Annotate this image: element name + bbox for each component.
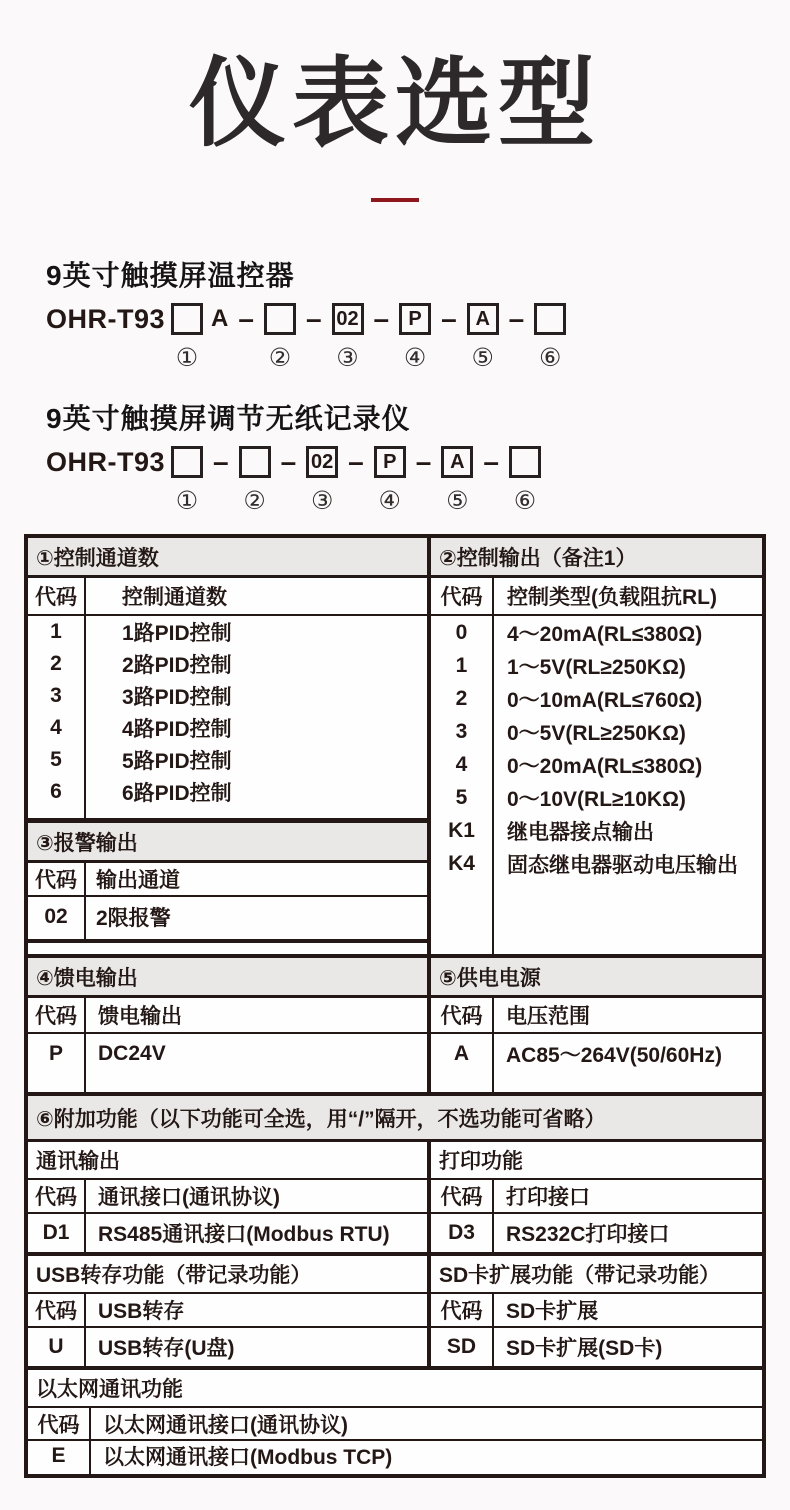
section-ethernet	[28, 1370, 762, 1474]
dash-separator: –	[415, 446, 432, 478]
model-code-line	[46, 445, 790, 516]
section-comm-output	[28, 1142, 427, 1252]
spacer-row	[28, 937, 427, 939]
band-power	[28, 958, 762, 1096]
column-header-row: 代码 控制通道数	[28, 578, 427, 616]
model-segment	[171, 302, 228, 373]
table-row: P DC24V	[28, 1034, 427, 1074]
column-header-row: 代码 电压范围	[431, 998, 762, 1034]
segment-index: ⑤	[446, 487, 469, 516]
dash-separator: –	[213, 446, 229, 478]
table-row: D3 RS232C打印接口	[431, 1214, 762, 1252]
column-header-row: 代码 馈电输出	[28, 998, 427, 1034]
code-box: 02	[332, 303, 364, 335]
model-code-area	[46, 254, 790, 516]
table-row: SD SD卡扩展(SD卡)	[431, 1328, 762, 1366]
selection-table	[24, 534, 766, 1478]
code-box	[534, 303, 566, 335]
dash-separator: –	[373, 303, 390, 335]
code-box: P	[374, 446, 406, 478]
section-print-function	[431, 1142, 762, 1252]
page-title: 仪表选型	[189, 49, 601, 158]
section-usb-transfer	[28, 1256, 427, 1366]
table-row: 0 4～20mA(RL≤380Ω)	[431, 616, 762, 649]
section-additional-functions-header: ⑥附加功能（以下功能可全选，用“/”隔开，不选功能可省略）	[28, 1096, 762, 1142]
dash-separator: –	[483, 446, 499, 478]
model-segments	[171, 445, 541, 516]
model-segment	[499, 302, 567, 373]
code-box	[264, 303, 296, 335]
segment-index: ⑤	[471, 344, 494, 373]
table-rows	[431, 616, 762, 880]
code-box: P	[399, 303, 431, 335]
model-segment	[364, 302, 432, 373]
table-rows	[431, 1328, 762, 1366]
table-row: 2 0～10mA(RL≤760Ω)	[431, 682, 762, 715]
model-segment	[203, 445, 271, 516]
code-box	[171, 446, 203, 478]
spacer-row	[431, 880, 762, 954]
table-rows	[28, 1034, 427, 1074]
table-row: K1 继电器接点输出	[431, 814, 762, 847]
subsection-header: 通讯输出	[28, 1142, 427, 1180]
filler	[28, 943, 427, 954]
spacer-row	[28, 1471, 762, 1474]
column-header-row: 代码 USB转存	[28, 1294, 427, 1328]
dash-separator: –	[348, 446, 364, 478]
segment-index: ④	[403, 344, 427, 373]
section-header: ③报警输出	[28, 823, 427, 863]
table-rows	[28, 1441, 762, 1471]
model-prefix: OHR-T93	[46, 446, 166, 477]
code-box	[509, 446, 541, 478]
spacer-row	[28, 808, 427, 818]
table-rows	[28, 1214, 427, 1252]
model-segment	[228, 302, 296, 373]
subsection-header: SD卡扩展功能（带记录功能）	[431, 1256, 762, 1294]
segment-index: ③	[336, 344, 359, 373]
section-alarm-output	[28, 823, 427, 943]
column-header-row: 代码 输出通道	[28, 863, 427, 897]
model-heading: 9英寸触摸屏调节无纸记录仪	[46, 403, 411, 435]
table-row: A AC85～264V(50/60Hz)	[431, 1034, 762, 1074]
table-rows	[431, 1214, 762, 1252]
column-header-row: 代码 SD卡扩展	[431, 1294, 762, 1328]
table-row: K4 固态继电器驱动电压输出	[431, 847, 762, 880]
model-heading: 9英寸触摸屏温控器	[46, 260, 295, 292]
band-comm-print	[28, 1142, 762, 1256]
table-row: 5 0～10V(RL≥10KΩ)	[431, 781, 762, 814]
model-segment	[431, 302, 499, 373]
table-row: 1 1～5V(RL≥250KΩ)	[431, 649, 762, 682]
segment-index: ⑥	[513, 487, 537, 516]
segment-index: ②	[243, 487, 266, 516]
segment-index: ②	[268, 344, 292, 373]
model-segment	[338, 445, 406, 516]
band-control	[28, 538, 762, 958]
dash-separator: –	[238, 303, 254, 335]
column-header-row: 代码 以太网通讯接口(通讯协议)	[28, 1408, 762, 1441]
title-underline	[371, 198, 419, 202]
section-feed-output	[28, 958, 427, 1092]
spacer-row	[431, 1074, 762, 1092]
code-box: A	[441, 446, 473, 478]
column-header-row: 代码 控制类型(负载阻抗RL)	[431, 578, 762, 616]
table-rows	[28, 897, 427, 937]
model-segment	[296, 302, 364, 373]
section-control-channels	[28, 538, 427, 823]
section-sd-expansion	[431, 1256, 762, 1366]
table-row: 4 0～20mA(RL≤380Ω)	[431, 748, 762, 781]
dash-separator: –	[508, 303, 525, 335]
subsection-header: USB转存功能（带记录功能）	[28, 1256, 427, 1294]
column-header-row: 代码 通讯接口(通讯协议)	[28, 1180, 427, 1214]
column-header-row: 代码 打印接口	[431, 1180, 762, 1214]
model-block-paperless-recorder	[46, 397, 790, 516]
table-rows	[28, 1328, 427, 1366]
segment-index: ④	[378, 487, 401, 516]
table-row: E 以太网通讯接口(Modbus TCP)	[28, 1441, 762, 1471]
section-header: ⑤供电电源	[431, 958, 762, 998]
table-row: 2 2路PID控制	[28, 648, 427, 680]
table-row: 3 3路PID控制	[28, 680, 427, 712]
table-row: U USB转存(U盘)	[28, 1328, 427, 1366]
dash-separator: –	[305, 303, 322, 335]
segment-index: ①	[175, 344, 199, 373]
dash-separator: –	[441, 303, 457, 335]
table-row: 3 0～5V(RL≥250KΩ)	[431, 715, 762, 748]
segment-index: ①	[175, 487, 199, 516]
table-row: 4 4路PID控制	[28, 712, 427, 744]
band-usb-sd	[28, 1256, 762, 1370]
model-code-line	[46, 302, 790, 373]
section-control-output	[431, 538, 762, 954]
model-segment	[473, 445, 541, 516]
model-segment	[271, 445, 339, 516]
model-segment	[406, 445, 474, 516]
code-suffix: A	[211, 305, 229, 333]
table-row: D1 RS485通讯接口(Modbus RTU)	[28, 1214, 427, 1252]
segment-index: ③	[310, 487, 334, 516]
table-rows	[28, 616, 427, 808]
table-row: 6 6路PID控制	[28, 776, 427, 808]
model-segment	[171, 445, 203, 516]
code-box	[239, 446, 271, 478]
table-row: 02 2限报警	[28, 897, 427, 937]
subsection-header: 以太网通讯功能	[28, 1370, 762, 1408]
section-power-supply	[431, 958, 762, 1092]
table-row: 1 1路PID控制	[28, 616, 427, 648]
code-box: A	[467, 303, 499, 335]
section-header: ②控制输出（备注1）	[431, 538, 762, 578]
segment-index: ⑥	[539, 344, 562, 373]
table-rows	[431, 1034, 762, 1074]
code-box	[171, 303, 203, 335]
dash-separator: –	[280, 446, 297, 478]
spacer-row	[28, 1074, 427, 1092]
model-segments	[171, 302, 566, 373]
table-row: 5 5路PID控制	[28, 744, 427, 776]
code-box: 02	[306, 446, 338, 478]
model-block-temp-controller	[46, 254, 790, 373]
section-header: ④馈电输出	[28, 958, 427, 998]
model-prefix: OHR-T93	[46, 303, 166, 334]
section-header: ①控制通道数	[28, 538, 427, 578]
subsection-header: 打印功能	[431, 1142, 762, 1180]
